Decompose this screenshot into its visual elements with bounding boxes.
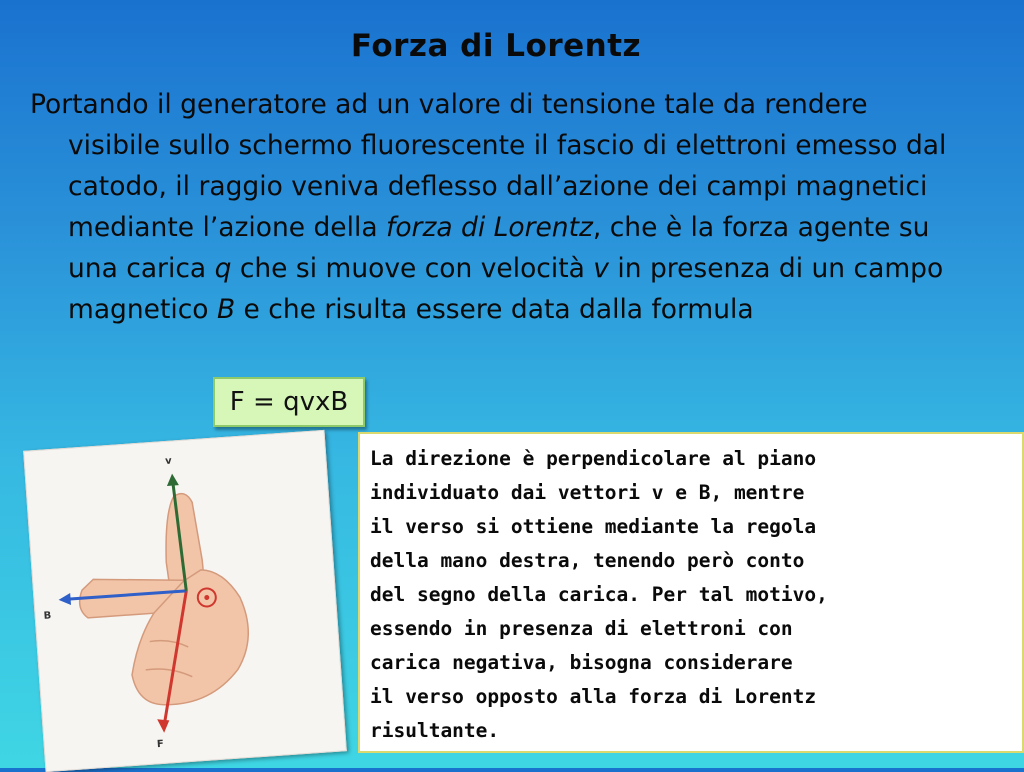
b-vector-label: B — [43, 610, 52, 622]
paragraph-text-1: Portando il generatore ad un valore di tensione tale da rendere visibile sullo schermo fluorescente il fascio di elettroni emesso dal catodo, il raggio veniva deflesso dall’azione dei campi magnetici mediante l’azione della — [30, 89, 947, 243]
f-arrow-head — [157, 718, 170, 733]
body-paragraph — [30, 84, 950, 330]
paragraph-text-4: in presenza di un campo magnetico — [68, 253, 944, 325]
note-line: del segno della carica. Per tal motivo, — [370, 583, 828, 606]
note-line: della mano destra, tenendo però conto — [370, 549, 805, 572]
note-line: il verso si ottiene mediante la regola — [370, 515, 817, 538]
note-line: risultante. — [370, 719, 500, 742]
slide-title: Forza di Lorentz — [350, 28, 642, 64]
note-line: il verso opposto alla forza di Lorentz — [370, 685, 817, 708]
explanation-box — [358, 432, 1024, 753]
v-arrow-head — [166, 473, 179, 486]
v-vector-label: v — [164, 455, 173, 468]
b-arrow-head — [58, 593, 71, 606]
note-line: essendo in presenza di elettroni con — [370, 617, 793, 640]
paragraph-var-q: q — [214, 253, 232, 284]
paragraph-text-3: che si muove con velocità — [231, 253, 594, 284]
note-line: carica negativa, bisogna considerare — [370, 651, 793, 674]
paragraph-var-b: B — [216, 294, 236, 325]
note-line: individuato dai vettori v e B, mentre — [370, 481, 805, 504]
paragraph-text-5: e che risulta essere data dalla formula — [235, 294, 754, 325]
formula-box: F = qvxB — [213, 377, 365, 427]
f-vector-label: F — [156, 738, 165, 751]
right-hand-rule-figure — [23, 430, 347, 772]
note-line: La direzione è perpendicolare al piano — [370, 447, 817, 470]
hand-illustration — [24, 431, 346, 771]
paragraph-term-lorentz-force: forza di Lorentz — [386, 212, 593, 243]
paragraph-text-2: , che è la forza agente su una carica — [68, 212, 930, 284]
paragraph-var-v: v — [593, 253, 609, 284]
